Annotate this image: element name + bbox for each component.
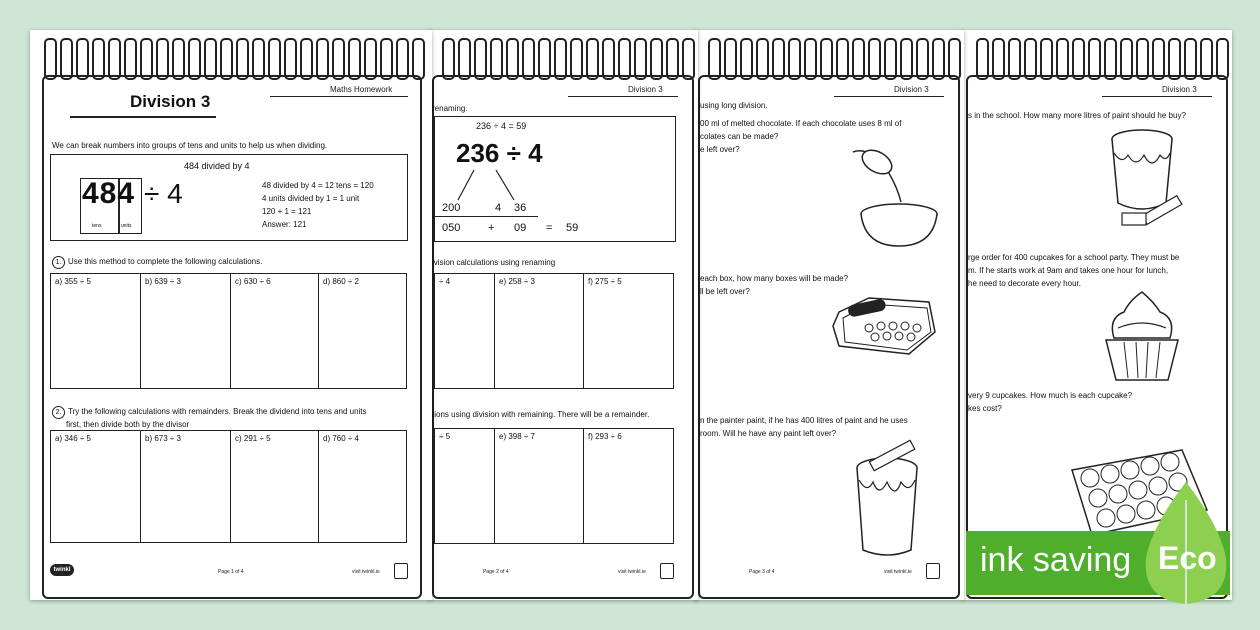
worksheet-page-3 (694, 30, 964, 600)
site-link: visit twinkl.ie (352, 569, 380, 575)
spiral-ring (852, 38, 865, 80)
spiral-ring (602, 38, 615, 80)
question-number: 1. (52, 256, 65, 269)
answer-cell: e) 398 ÷ 7 (494, 428, 584, 544)
ink-saving-label: ink saving (980, 541, 1132, 579)
split-lines (448, 168, 548, 202)
answer-cell: f) 275 ÷ 5 (583, 273, 674, 389)
result-part: 050 (442, 222, 461, 234)
question-number: 2. (52, 406, 65, 419)
question-text: room. Will he have any paint left over? (700, 429, 837, 438)
question-text: tions using division with remaining. There will be a remainder. (432, 410, 650, 419)
question-text: rge order for 400 cupcakes for a school party. They must be (968, 253, 1180, 262)
spiral-ring (1040, 38, 1053, 80)
spiral-ring (756, 38, 769, 80)
spiral-ring (220, 38, 233, 80)
spiral-ring (156, 38, 169, 80)
worksheet-page-2 (428, 30, 698, 600)
spiral-ring (332, 38, 345, 80)
spiral-ring (666, 38, 679, 80)
spiral-ring (820, 38, 833, 80)
spiral-ring (570, 38, 583, 80)
spiral-ring (506, 38, 519, 80)
answer-cell: c) 291 ÷ 5 (230, 430, 319, 543)
spiral-ring (586, 38, 599, 80)
page-tag: Division 3 (628, 85, 663, 94)
spiral-ring (1152, 38, 1165, 80)
spiral-ring (1200, 38, 1213, 80)
spiral-ring (868, 38, 881, 80)
question-text: n the painter paint, if he has 400 litres of paint and he uses (700, 416, 908, 425)
site-link: visit twinkl.ie (618, 569, 646, 575)
dividend-number: 484 (82, 177, 136, 210)
eco-label: Eco (1158, 540, 1217, 576)
spiral-ring (976, 38, 989, 80)
spiral-ring (538, 38, 551, 80)
spiral-ring (836, 38, 849, 80)
page-tag: Division 3 (894, 85, 929, 94)
answer-cell: d) 760 ÷ 4 (318, 430, 407, 543)
spiral-ring (1136, 38, 1149, 80)
question-text: using long division. (700, 101, 768, 110)
spiral-ring (490, 38, 503, 80)
tens-label: tens (92, 223, 102, 229)
question-text: ll be left over? (700, 287, 750, 296)
spiral-ring (900, 38, 913, 80)
spiral-ring (708, 38, 721, 80)
big-equation: 236 ÷ 4 (456, 138, 543, 168)
page-number: Page 3 of 4 (749, 569, 775, 575)
spiral-ring (284, 38, 297, 80)
worksheet-page-1 (30, 30, 432, 600)
site-link: visit twinkl.ie (884, 569, 912, 575)
question-1: 1. Use this method to complete the following calculations. (52, 256, 262, 269)
spiral-ring (44, 38, 57, 80)
spiral-ring (724, 38, 737, 80)
badge-icon (926, 563, 940, 579)
badge-icon (394, 563, 408, 579)
spiral-ring (364, 38, 377, 80)
question-2: 2. Try the following calculations with remainders. Break the dividend into tens and units (52, 406, 367, 419)
answer-cell: e) 258 ÷ 3 (494, 273, 584, 389)
spiral-ring (76, 38, 89, 80)
twinkl-logo: twinkl (50, 564, 74, 576)
spiral-ring (916, 38, 929, 80)
spiral-ring (554, 38, 567, 80)
question-text: very 9 cupcakes. How much is each cupcake? (968, 391, 1133, 400)
answer-cell: a) 355 ÷ 5 (50, 273, 141, 389)
spiral-ring (1120, 38, 1133, 80)
split-divisor: 4 (495, 202, 502, 214)
spiral-ring (380, 38, 393, 80)
spiral-ring (788, 38, 801, 80)
spiral-ring (804, 38, 817, 80)
spiral-ring (236, 38, 249, 80)
answer-cell: f) 293 ÷ 6 (583, 428, 674, 544)
question-2-continued: first, then divide both by the divisor (66, 420, 190, 429)
spiral-ring (682, 38, 695, 80)
question-text: colates can be made? (700, 132, 779, 141)
page-tag: Division 3 (1162, 85, 1197, 94)
page-title: Division 3 (130, 92, 211, 111)
spiral-ring (474, 38, 487, 80)
step-text: Answer: 121 (262, 220, 307, 229)
answer-cell: d) 860 ÷ 2 (318, 273, 407, 389)
intro-text: renaming. (432, 104, 468, 113)
question-text: m. If he starts work at 9am and takes one hour for lunch, (968, 266, 1169, 275)
spiral-ring (1008, 38, 1021, 80)
spiral-ring (634, 38, 647, 80)
intro-text: We can break numbers into groups of tens and units to help us when dividing. (52, 141, 328, 150)
spiral-ring (522, 38, 535, 80)
question-text: he need to decorate every hour. (968, 279, 1081, 288)
cupcake-illustration (1102, 288, 1182, 388)
spiral-ring (772, 38, 785, 80)
paint-tin-illustration (849, 438, 929, 563)
spiral-ring (92, 38, 105, 80)
spiral-ring (932, 38, 945, 80)
split-value: 36 (514, 202, 527, 214)
spiral-ring (618, 38, 631, 80)
spiral-ring (252, 38, 265, 80)
question-text: 00 ml of melted chocolate. If each chocolate uses 8 ml of (700, 119, 902, 128)
page-number: Page 2 of 4 (483, 569, 509, 575)
question-text: ivision calculations using renaming (432, 258, 556, 267)
spiral-ring (188, 38, 201, 80)
equals-sign: = (546, 222, 553, 234)
spiral-ring (442, 38, 455, 80)
spiral-ring (992, 38, 1005, 80)
chocolate-box-illustration (829, 292, 939, 362)
spiral-ring (1168, 38, 1181, 80)
badge-icon (660, 563, 674, 579)
question-text: e left over? (700, 145, 740, 154)
answer-cell: b) 673 ÷ 3 (140, 430, 231, 543)
question-text: kes cost? (968, 404, 1002, 413)
answer-cell: c) 630 ÷ 6 (230, 273, 319, 389)
spiral-ring (204, 38, 217, 80)
spiral-ring (1104, 38, 1117, 80)
result-part: 09 (514, 222, 527, 234)
spiral-ring (1216, 38, 1229, 80)
spiral-ring (172, 38, 185, 80)
paint-bucket-illustration (1102, 125, 1192, 235)
page-tag: Maths Homework (330, 85, 393, 94)
answer-cell: ÷ 4 (434, 273, 495, 389)
spiral-ring (1056, 38, 1069, 80)
spiral-ring (396, 38, 409, 80)
spiral-ring (1184, 38, 1197, 80)
spiral-ring (884, 38, 897, 80)
question-text: each box, how many boxes will be made? (700, 274, 849, 283)
answer-cell: ÷ 5 (434, 428, 495, 544)
spiral-ring (412, 38, 425, 80)
spiral-ring (1024, 38, 1037, 80)
spiral-ring (1088, 38, 1101, 80)
divisor: ÷ 4 (144, 178, 183, 209)
chocolate-bowl-illustration (849, 142, 949, 252)
result-value: 59 (566, 222, 579, 234)
spiral-ring (948, 38, 961, 80)
example-heading: 484 divided by 4 (184, 161, 250, 171)
spiral-ring (300, 38, 313, 80)
answer-cell: a) 346 ÷ 5 (50, 430, 141, 543)
spiral-ring (348, 38, 361, 80)
spiral-ring (740, 38, 753, 80)
units-label: units (121, 223, 132, 229)
spiral-ring (108, 38, 121, 80)
spiral-ring (268, 38, 281, 80)
step-text: 48 divided by 4 = 12 tens = 120 (262, 181, 374, 190)
spiral-ring (1072, 38, 1085, 80)
page-number: Page 1 of 4 (218, 569, 244, 575)
step-text: 4 units divided by 1 = 1 unit (262, 194, 360, 203)
spiral-ring (458, 38, 471, 80)
spiral-ring (124, 38, 137, 80)
answer-cell: b) 639 ÷ 3 (140, 273, 231, 389)
step-text: 120 + 1 = 121 (262, 207, 312, 216)
plus-sign: + (488, 222, 495, 234)
spiral-ring (60, 38, 73, 80)
question-text: s in the school. How many more litres of paint should he buy? (968, 111, 1186, 120)
spiral-ring (316, 38, 329, 80)
split-value: 200 (442, 202, 461, 214)
spiral-ring (140, 38, 153, 80)
small-equation: 236 ÷ 4 = 59 (476, 121, 527, 131)
spiral-ring (650, 38, 663, 80)
